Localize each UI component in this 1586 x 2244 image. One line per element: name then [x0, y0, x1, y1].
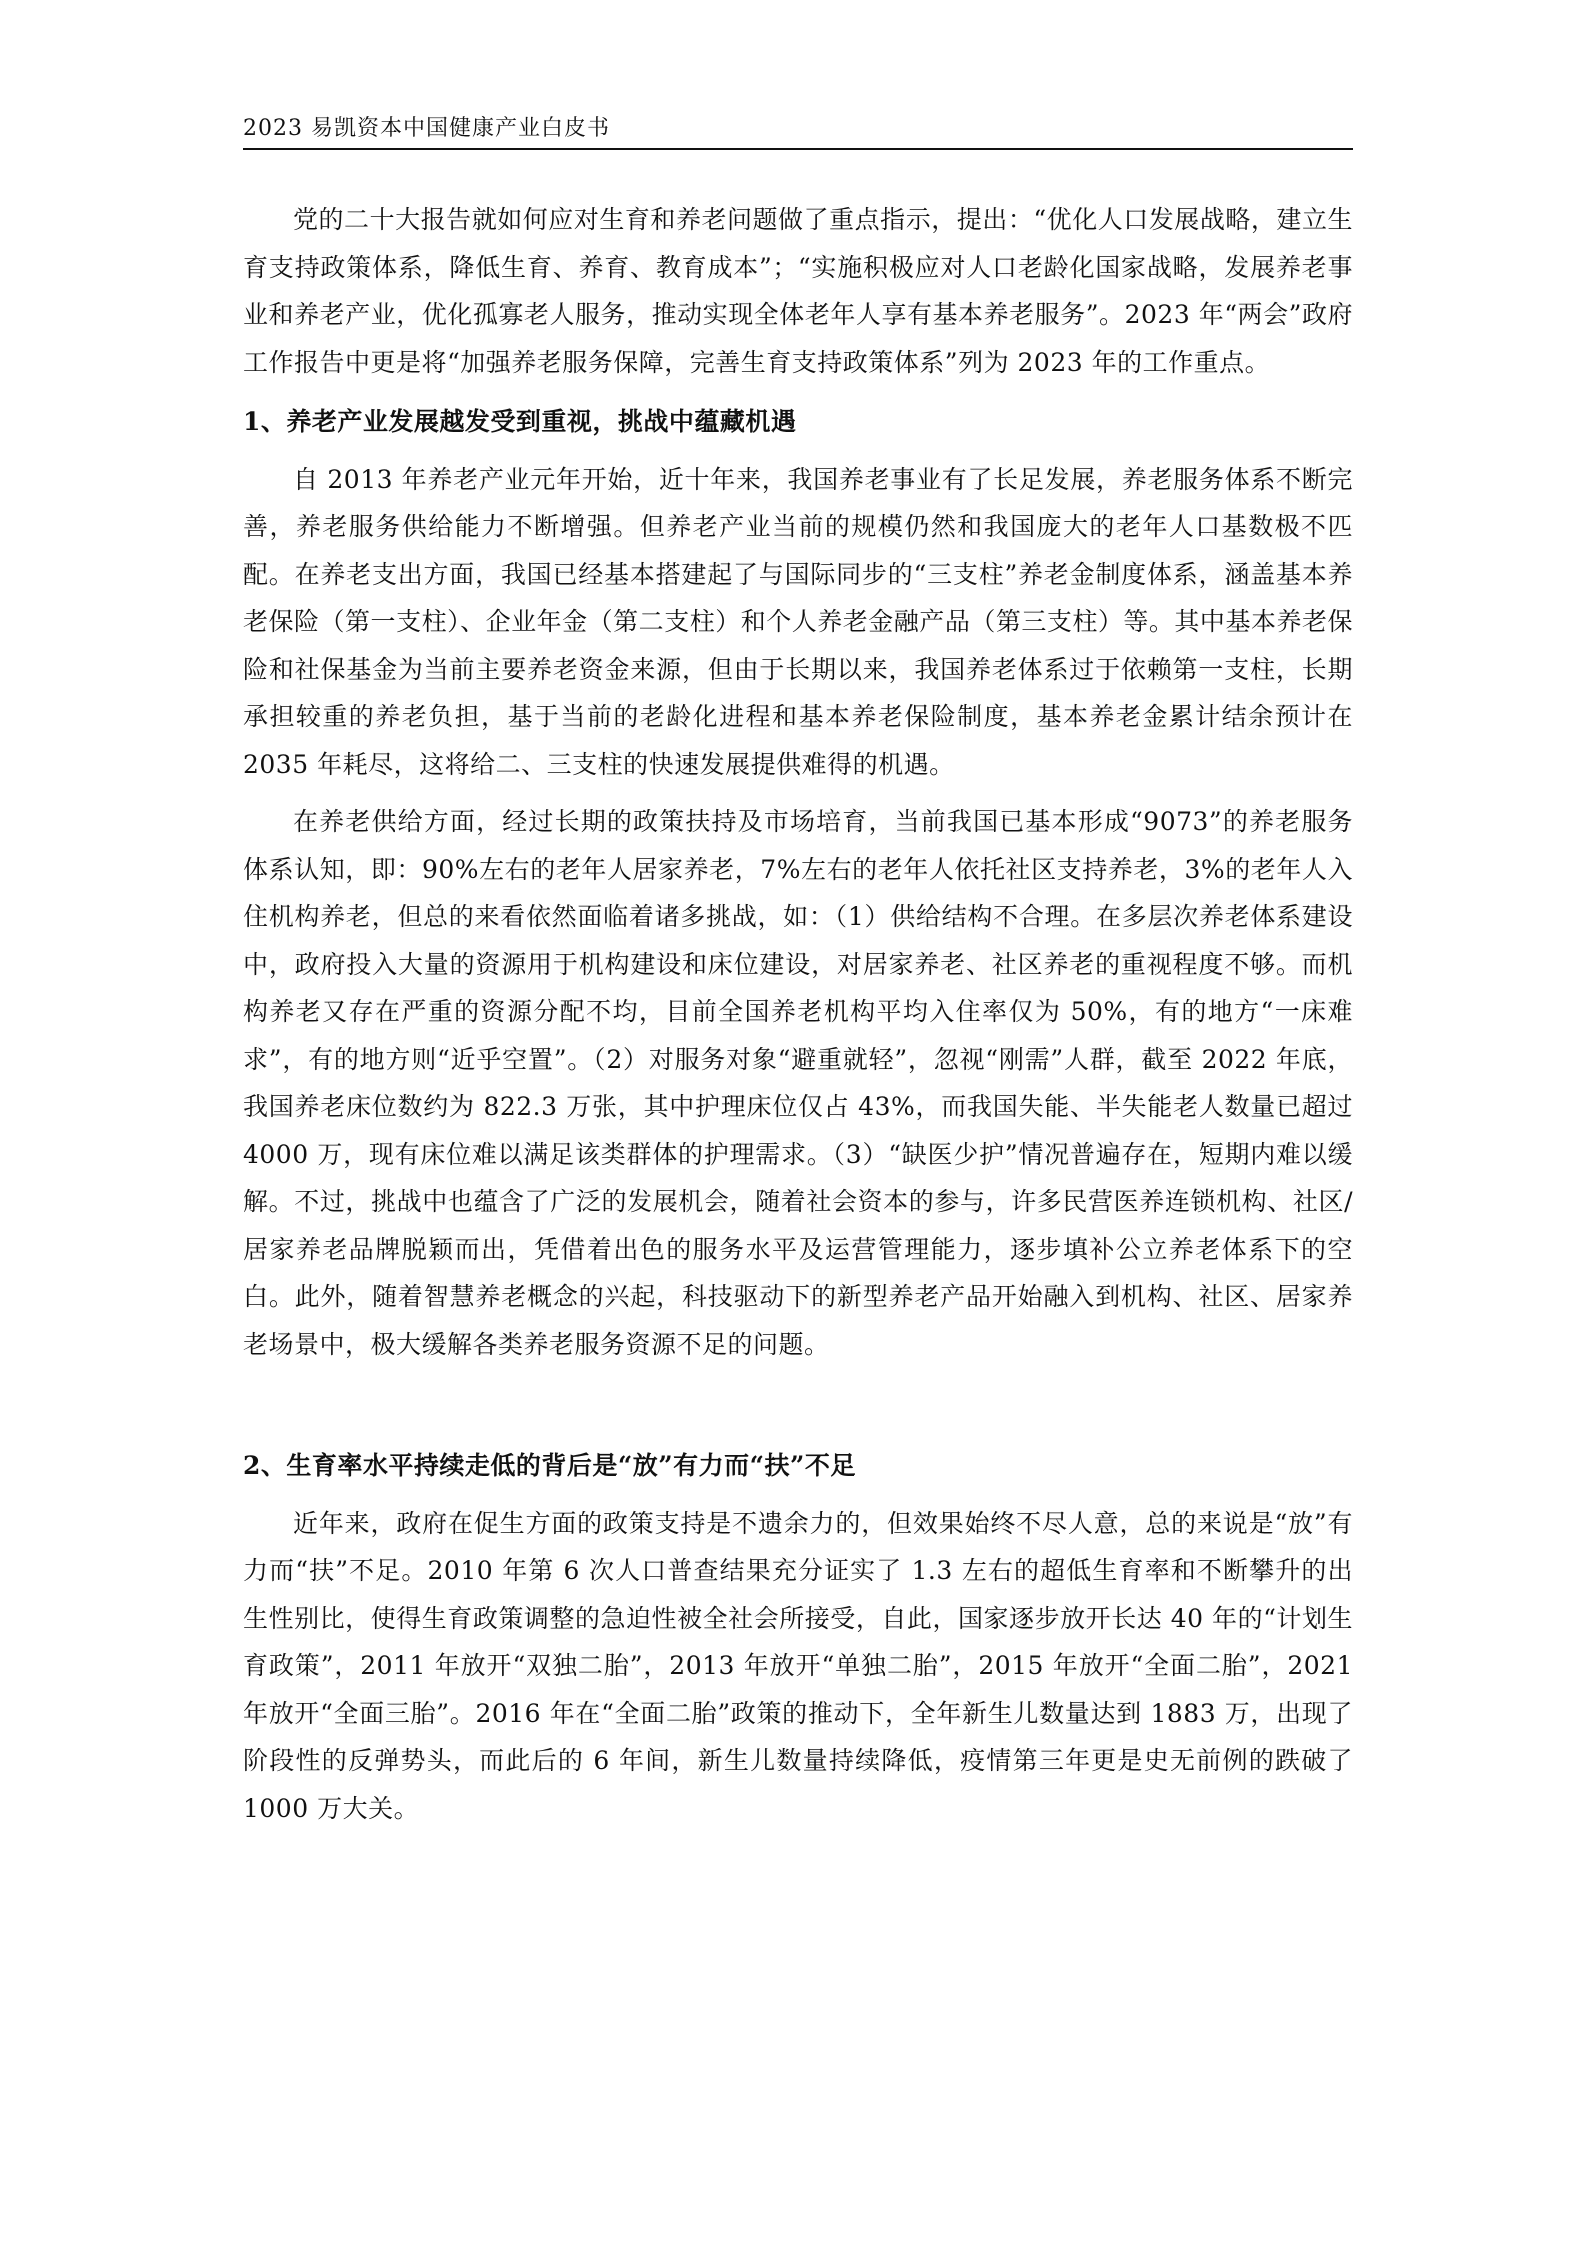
spacer [243, 788, 1353, 798]
spacer [243, 1490, 1353, 1500]
section-1-heading: 1、养老产业发展越发受到重视，挑战中蕴藏机遇 [243, 407, 797, 436]
intro-paragraph: 党的二十大报告就如何应对生育和养老问题做了重点指示，提出：“优化人口发展战略，建立生育支持政策体系，降低生育、养育、教育成本”；“实施积极应对人口老龄化国家战略，发展养老事业和养老产业，优化孤寡老人服务，推动实现全体老年人享有基本养老服务”。2023 年“两会”政府工作报告中更是将“加强养老服务保障，完善生育支持政策体系”列为 2023 年的工作重点。 [243, 205, 1353, 377]
spacer [243, 386, 1353, 398]
section-1-paragraph-2: 在养老供给方面，经过长期的政策扶持及市场培育，当前我国已基本形成“9073”的养老服务体系认知，即：90%左右的老年人居家养老，7%左右的老年人依托社区支持养老，3%的老年人入住机构养老，但总的来看依然面临着诸多挑战，如：（1）供给结构不合理。在多层次养老体系建设中，政府投入大量的资源用于机构建设和床位建设，对居家养老、社区养老的重视程度不够。而机构养老又存在严重的资源分配不均，目前全国养老机构平均入住率仅为 50%，有的地方“一床难求”，有的地方则“近乎空置”。（2）对服务对象“避重就轻”，忽视“刚需”人群，截至 2022 年底，我国养老床位数约为 822.3 万张，其中护理床位仅占 43%，而我国失能、半失能老人数量已超过 4000 万，现有床位难以满足该类群体的护理需求。（3）“缺医少护”情况普遍存在，短期内难以缓解。不过，挑战中也蕴含了广泛的发展机会，随着社会资本的参与，许多民营医养连锁机构、社区/居家养老品牌脱颖而出，凭借着出色的服务水平及运营管理能力，逐步填补公立养老体系下的空白。此外，随着智慧养老概念的兴起，科技驱动下的新型养老产品开始融入到机构、社区、居家养老场景中，极大缓解各类养老服务资源不足的问题。 [243, 807, 1353, 1359]
section-2-heading: 2、生育率水平持续走低的背后是“放”有力而“扶”不足 [243, 1451, 856, 1480]
page-header [243, 112, 1353, 150]
header-title: 2023 易凯资本中国健康产业白皮书 [243, 116, 610, 141]
spacer [243, 1368, 1353, 1442]
section-1-paragraph-1: 自 2013 年养老产业元年开始，近十年来，我国养老事业有了长足发展，养老服务体系不断完善，养老服务供给能力不断增强。但养老产业当前的规模仍然和我国庞大的老年人口基数极不匹配。在养老支出方面，我国已经基本搭建起了与国际同步的“三支柱”养老金制度体系，涵盖基本养老保险（第一支柱）、企业年金（第二支柱）和个人养老金融产品（第三支柱）等。其中基本养老保险和社保基金为当前主要养老资金来源，但由于长期以来，我国养老体系过于依赖第一支柱，长期承担较重的养老负担，基于当前的老龄化进程和基本养老保险制度，基本养老金累计结余预计在 2035 年耗尽，这将给二、三支柱的快速发展提供难得的机遇。 [243, 464, 1353, 779]
section-2-paragraph-1: 近年来，政府在促生方面的政策支持是不遗余力的，但效果始终不尽人意，总的来说是“放”有力而“扶”不足。2010 年第 6 次人口普查结果充分证实了 1.3 左右的超低生育率和不断攀升的出生性别比，使得生育政策调整的急迫性被全社会所接受，自此，国家逐步放开长达 40 年的“计划生育政策”，2011 年放开“双独二胎”，2013 年放开“单独二胎”，2015 年放开“全面二胎”，2021 年放开“全面三胎”。2016 年在“全面二胎”政策的推动下，全年新生儿数量达到 1883 万，出现了阶段性的反弹势头，而此后的 6 年间，新生儿数量持续降低，疫情第三年更是史无前例的跌破了 1000 万大关。 [243, 1508, 1353, 1823]
document-body [243, 196, 1353, 1832]
spacer [243, 446, 1353, 456]
